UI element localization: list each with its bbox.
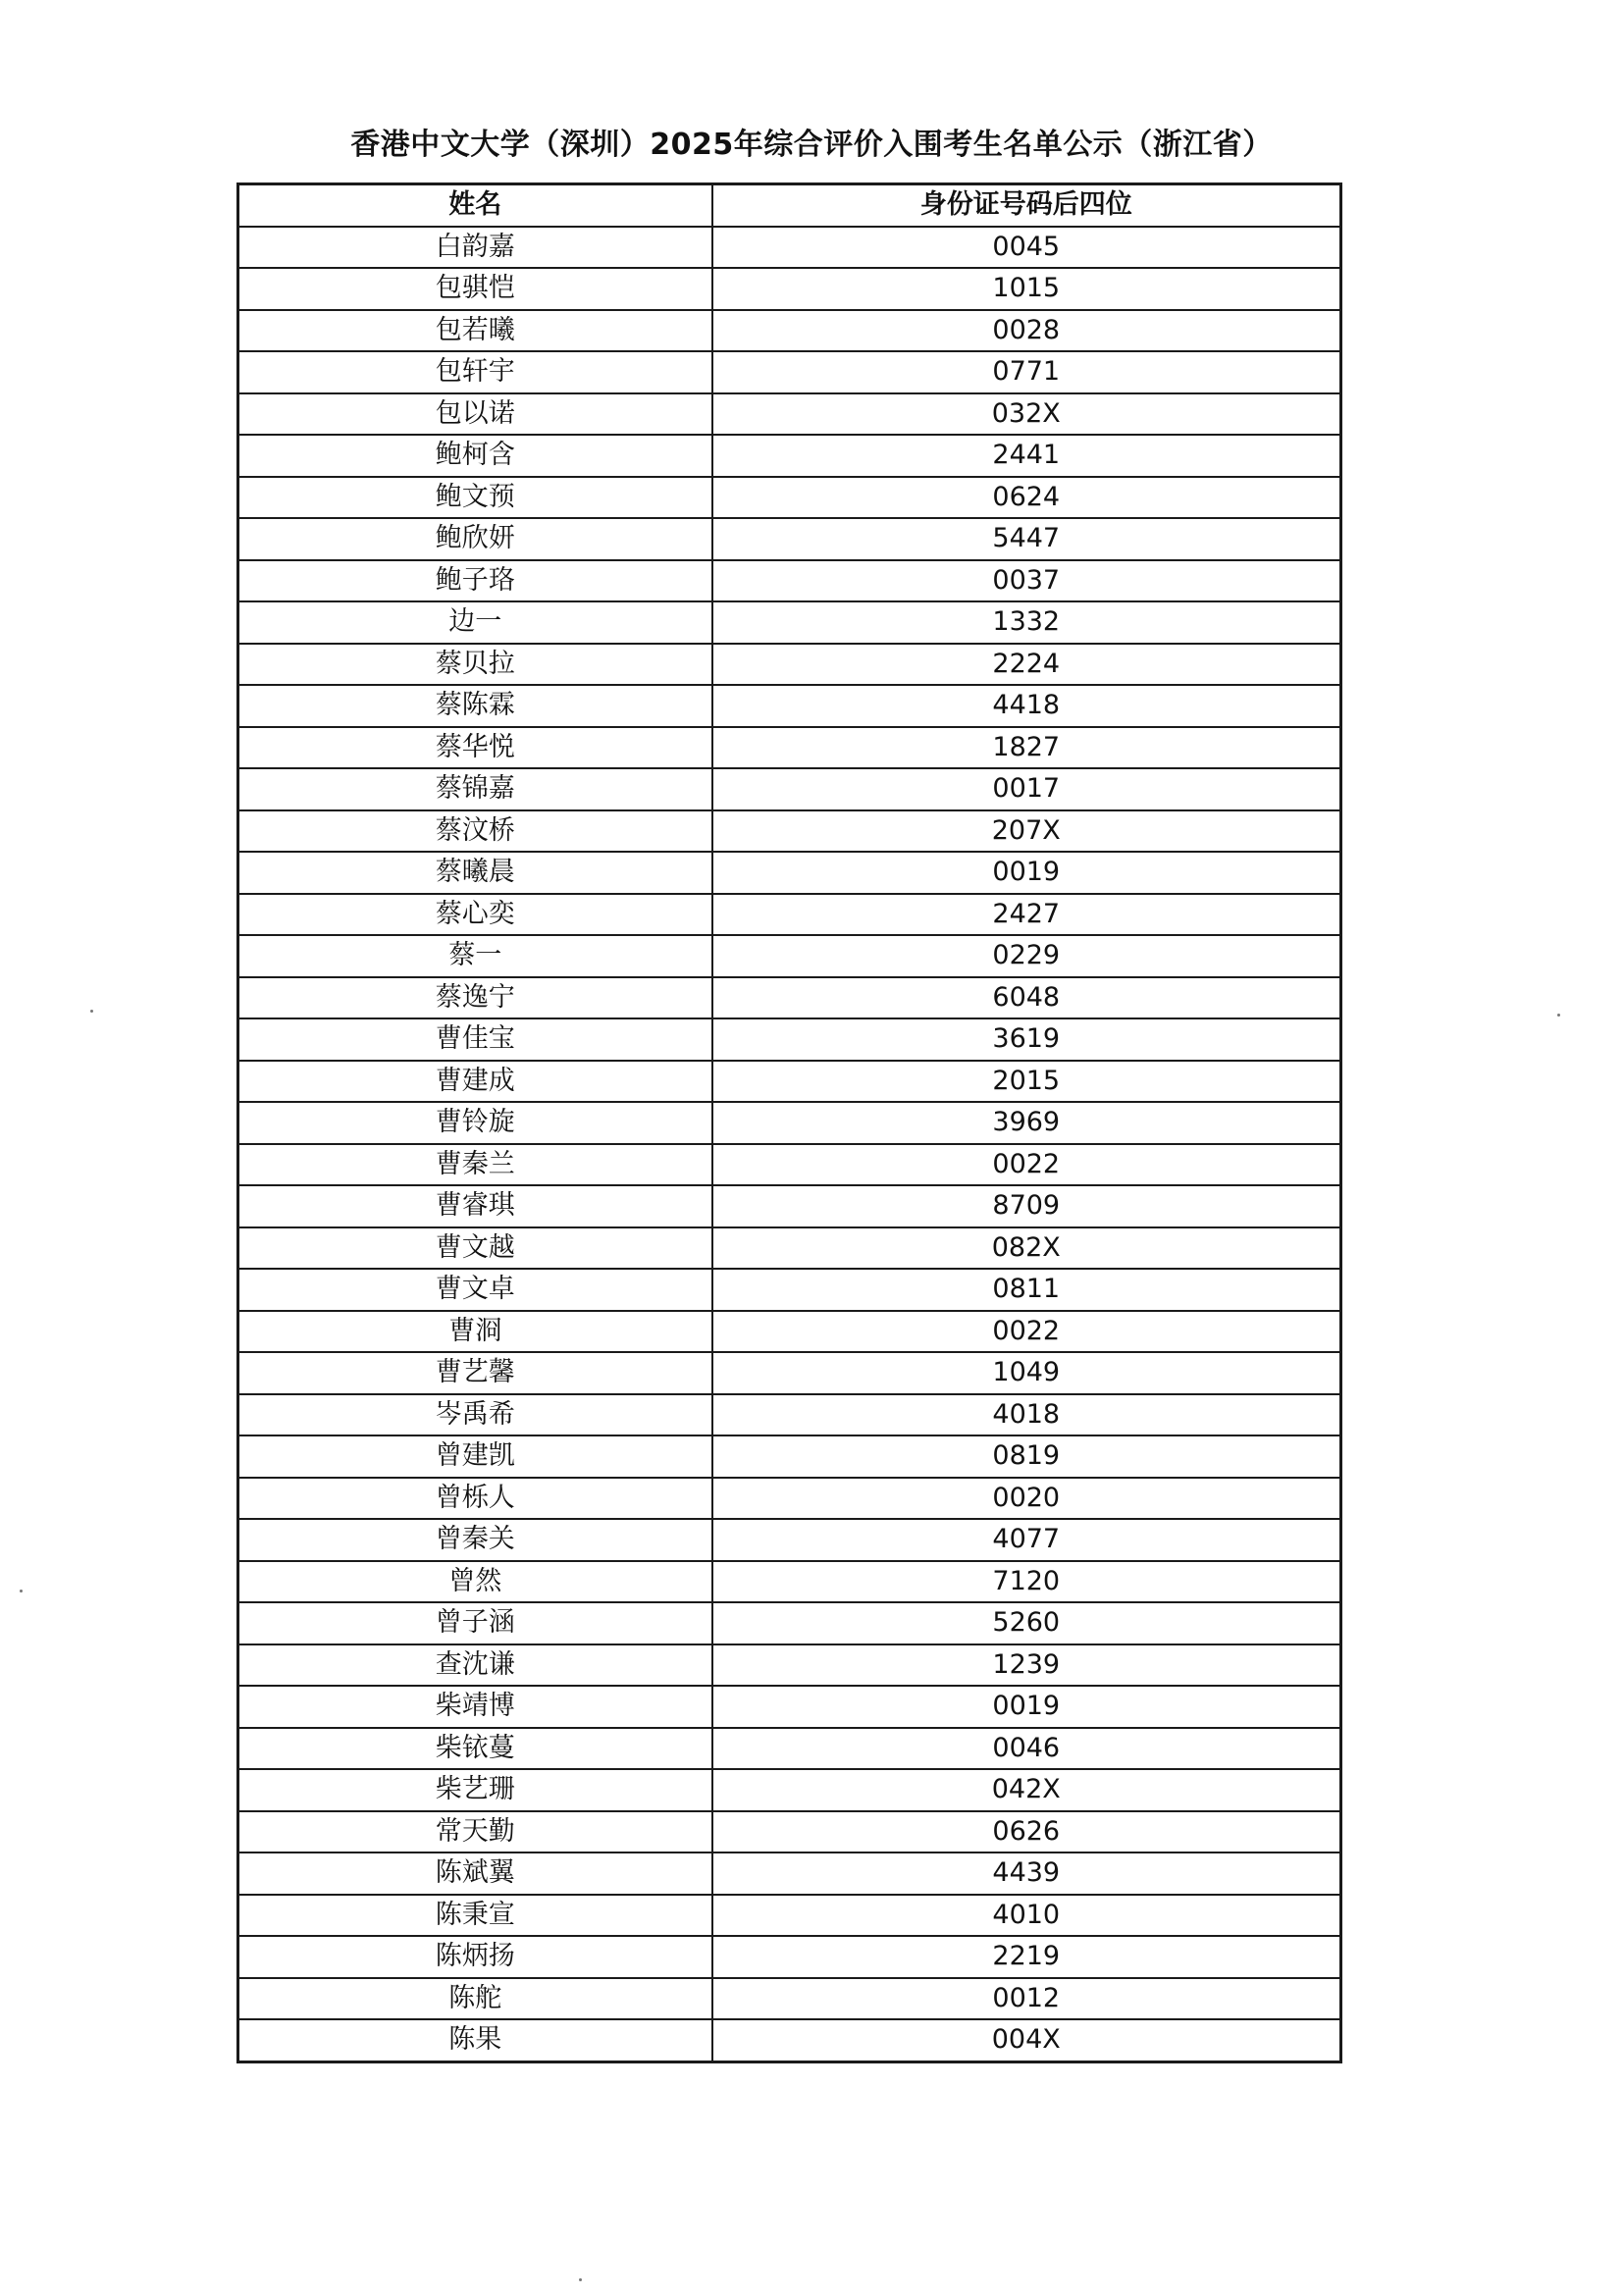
table-row	[238, 601, 1341, 644]
table-row	[238, 477, 1341, 519]
table-row	[238, 1311, 1341, 1353]
id-last4-cell: 1239	[712, 1644, 1341, 1687]
table-row	[238, 1728, 1341, 1770]
candidate-name-cell: 鲍子珞	[238, 560, 712, 602]
table-row	[238, 977, 1341, 1019]
candidate-name-cell: 蔡锦嘉	[238, 768, 712, 810]
id-last4-cell: 0626	[712, 1811, 1341, 1853]
id-last4-cell: 0811	[712, 1269, 1341, 1311]
table-row	[238, 1144, 1341, 1186]
candidate-name-cell: 陈舵	[238, 1978, 712, 2020]
candidate-name-cell: 蔡曦晨	[238, 852, 712, 894]
candidate-name-cell: 陈果	[238, 2019, 712, 2061]
id-last4-cell: 004X	[712, 2019, 1341, 2061]
table-row	[238, 435, 1341, 477]
table-row	[238, 1644, 1341, 1687]
id-last4-cell: 1049	[712, 1352, 1341, 1394]
scan-speck	[20, 1590, 23, 1592]
scan-speck	[90, 1010, 93, 1013]
candidate-name-cell: 蔡陈霖	[238, 685, 712, 727]
candidate-name-cell: 曹艺馨	[238, 1352, 712, 1394]
candidate-name-cell: 曾子涵	[238, 1602, 712, 1644]
id-last4-cell: 0019	[712, 1686, 1341, 1728]
table-row	[238, 1978, 1341, 2020]
table-row	[238, 1102, 1341, 1144]
id-last4-cell: 6048	[712, 977, 1341, 1019]
id-last4-cell: 0020	[712, 1478, 1341, 1520]
candidate-name-cell: 曹秦兰	[238, 1144, 712, 1186]
id-last4-cell: 1332	[712, 601, 1341, 644]
id-last4-cell: 0771	[712, 351, 1341, 393]
table-body	[238, 227, 1341, 2062]
id-last4-cell: 4018	[712, 1394, 1341, 1436]
page-title: 香港中文大学（深圳）2025年综合评价入围考生名单公示（浙江省）	[350, 128, 1273, 162]
table-row	[238, 852, 1341, 894]
candidate-name-cell: 曹文越	[238, 1227, 712, 1270]
candidate-name-cell: 曹浻	[238, 1311, 712, 1353]
table-row	[238, 685, 1341, 727]
scan-speck	[579, 2278, 582, 2281]
id-last4-cell: 0019	[712, 852, 1341, 894]
table-row	[238, 351, 1341, 393]
candidate-name-cell: 边一	[238, 601, 712, 644]
id-last4-cell: 082X	[712, 1227, 1341, 1270]
candidate-name-cell: 包以诺	[238, 393, 712, 436]
id-last4-cell: 207X	[712, 810, 1341, 853]
id-last4-cell: 4077	[712, 1519, 1341, 1561]
candidate-name-cell: 包若曦	[238, 310, 712, 352]
table-row	[238, 1769, 1341, 1811]
candidate-name-cell: 包轩宇	[238, 351, 712, 393]
table-row	[238, 1519, 1341, 1561]
id-last4-cell: 5447	[712, 518, 1341, 560]
table-row	[238, 518, 1341, 560]
table-header-row	[238, 184, 1341, 227]
candidate-name-cell: 陈斌翼	[238, 1852, 712, 1895]
table-row	[238, 227, 1341, 269]
table-row	[238, 727, 1341, 769]
table-row	[238, 268, 1341, 310]
id-last4-cell: 0819	[712, 1435, 1341, 1478]
candidate-name-cell: 包骐恺	[238, 268, 712, 310]
candidate-name-cell: 陈炳扬	[238, 1936, 712, 1978]
candidate-name-cell: 蔡一	[238, 935, 712, 977]
candidate-name-cell: 鲍柯含	[238, 435, 712, 477]
candidate-name-cell: 蔡华悦	[238, 727, 712, 769]
id-last4-cell: 1015	[712, 268, 1341, 310]
candidate-name-cell: 曹文卓	[238, 1269, 712, 1311]
id-last4-cell: 032X	[712, 393, 1341, 436]
candidate-name-cell: 曾然	[238, 1561, 712, 1603]
candidate-name-cell: 蔡逸宁	[238, 977, 712, 1019]
table-row	[238, 1018, 1341, 1061]
table-row	[238, 1478, 1341, 1520]
candidate-name-cell: 曾栎人	[238, 1478, 712, 1520]
candidate-name-cell: 曹佳宝	[238, 1018, 712, 1061]
table-row	[238, 2019, 1341, 2061]
id-last4-cell: 042X	[712, 1769, 1341, 1811]
table-row	[238, 1227, 1341, 1270]
table-row	[238, 1936, 1341, 1978]
candidate-name-cell: 蔡贝拉	[238, 644, 712, 686]
table-row	[238, 935, 1341, 977]
id-last4-cell: 4439	[712, 1852, 1341, 1895]
table-row	[238, 393, 1341, 436]
candidate-name-cell: 陈秉宣	[238, 1895, 712, 1937]
candidate-name-cell: 查沈谦	[238, 1644, 712, 1687]
id-last4-cell: 4010	[712, 1895, 1341, 1937]
id-last4-cell: 2015	[712, 1061, 1341, 1103]
id-last4-cell: 0022	[712, 1311, 1341, 1353]
id-last4-cell: 5260	[712, 1602, 1341, 1644]
id-last4-cell: 0017	[712, 768, 1341, 810]
id-last4-cell: 0022	[712, 1144, 1341, 1186]
id-last4-cell: 0229	[712, 935, 1341, 977]
id-last4-cell: 2427	[712, 894, 1341, 936]
id-last4-cell: 0046	[712, 1728, 1341, 1770]
id-last4-cell: 0012	[712, 1978, 1341, 2020]
id-last4-cell: 7120	[712, 1561, 1341, 1603]
id-last4-cell: 2224	[712, 644, 1341, 686]
table-row	[238, 1686, 1341, 1728]
id-last4-cell: 0045	[712, 227, 1341, 269]
candidate-name-cell: 鲍文预	[238, 477, 712, 519]
candidate-name-cell: 柴艺珊	[238, 1769, 712, 1811]
candidate-table	[236, 183, 1342, 2063]
id-last4-cell: 3969	[712, 1102, 1341, 1144]
table-row	[238, 810, 1341, 853]
table-row	[238, 1269, 1341, 1311]
table-row	[238, 1852, 1341, 1895]
table-row	[238, 1561, 1341, 1603]
column-header-name: 姓名	[238, 184, 712, 227]
id-last4-cell: 1827	[712, 727, 1341, 769]
candidate-name-cell: 岑禹希	[238, 1394, 712, 1436]
table-row	[238, 560, 1341, 602]
id-last4-cell: 2219	[712, 1936, 1341, 1978]
table-row	[238, 1435, 1341, 1478]
id-last4-cell: 4418	[712, 685, 1341, 727]
table-row	[238, 310, 1341, 352]
id-last4-cell: 8709	[712, 1185, 1341, 1227]
candidate-name-cell: 鲍欣妍	[238, 518, 712, 560]
candidate-name-cell: 白韵嘉	[238, 227, 712, 269]
column-header-id-last4: 身份证号码后四位	[712, 184, 1341, 227]
table-row	[238, 644, 1341, 686]
table-row	[238, 1185, 1341, 1227]
candidate-name-cell: 曹建成	[238, 1061, 712, 1103]
table-row	[238, 1061, 1341, 1103]
table-row	[238, 1394, 1341, 1436]
candidate-name-cell: 蔡汶桥	[238, 810, 712, 853]
table-row	[238, 1602, 1341, 1644]
scan-speck	[1557, 1014, 1560, 1017]
candidate-name-cell: 曾建凯	[238, 1435, 712, 1478]
id-last4-cell: 3619	[712, 1018, 1341, 1061]
table-row	[238, 1352, 1341, 1394]
table-row	[238, 768, 1341, 810]
candidate-name-cell: 曾秦关	[238, 1519, 712, 1561]
id-last4-cell: 0037	[712, 560, 1341, 602]
candidate-name-cell: 曹铃旋	[238, 1102, 712, 1144]
candidate-name-cell: 柴铱蔓	[238, 1728, 712, 1770]
candidate-name-cell: 曹睿琪	[238, 1185, 712, 1227]
id-last4-cell: 0624	[712, 477, 1341, 519]
table-row	[238, 894, 1341, 936]
candidate-name-cell: 柴靖博	[238, 1686, 712, 1728]
table-row	[238, 1811, 1341, 1853]
candidate-name-cell: 常天勤	[238, 1811, 712, 1853]
id-last4-cell: 0028	[712, 310, 1341, 352]
table-row	[238, 1895, 1341, 1937]
candidate-name-cell: 蔡心奕	[238, 894, 712, 936]
id-last4-cell: 2441	[712, 435, 1341, 477]
